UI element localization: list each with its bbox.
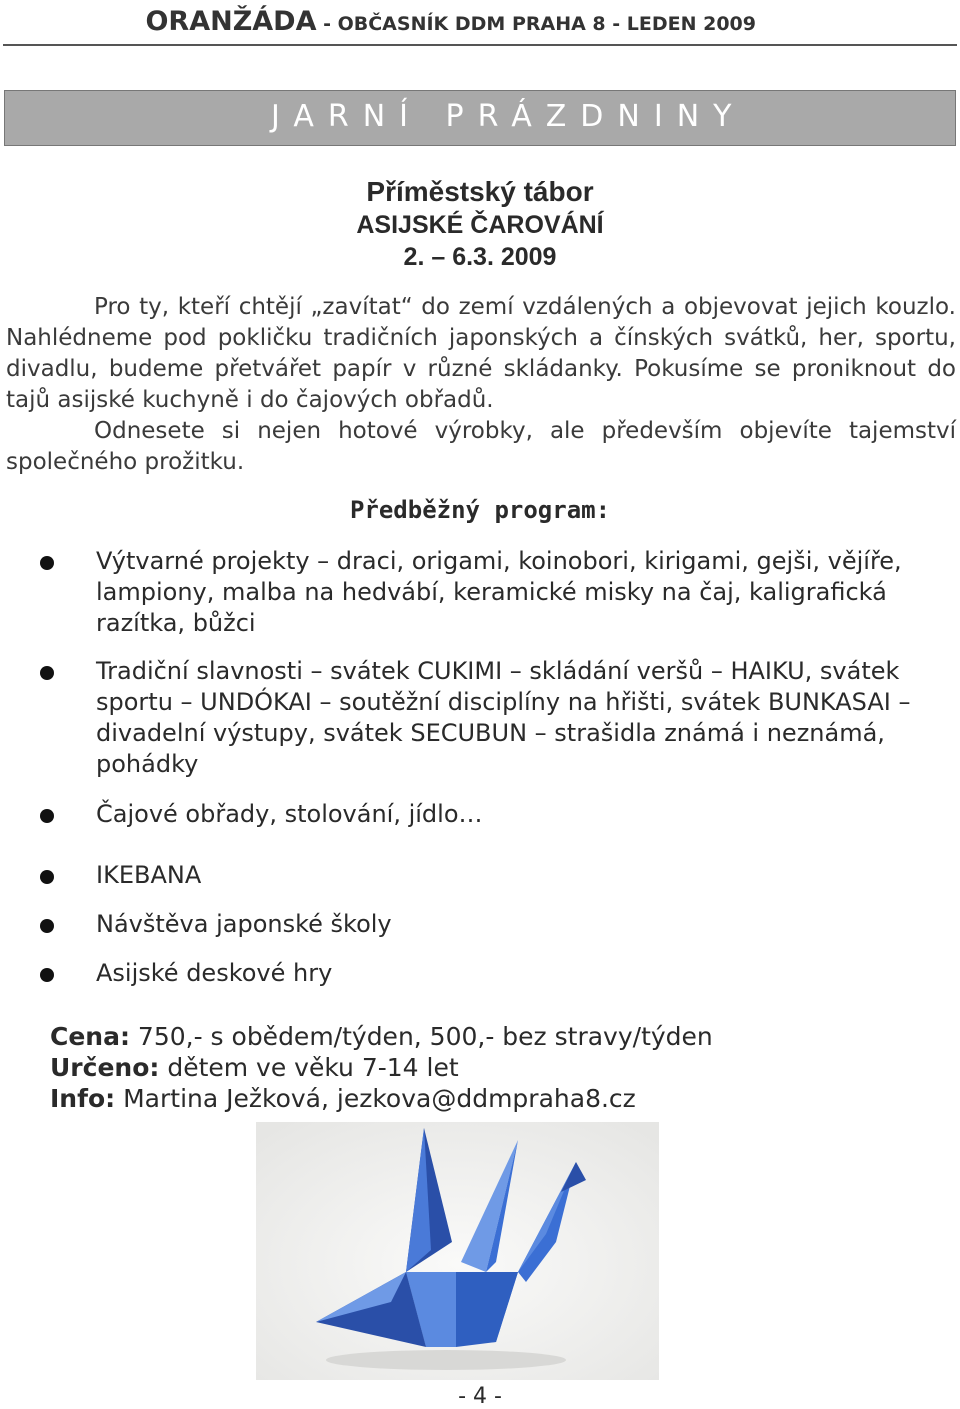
info-row (50, 1083, 713, 1114)
price-row (50, 1021, 713, 1052)
event-dates: 2. – 6.3. 2009 (403, 243, 557, 271)
program-heading: Předběžný program: (349, 496, 611, 524)
intro-paragraph-2: Odnesete si nejen hotové výrobky, ale především objevíte tajemství společného prožitku. (6, 418, 956, 475)
list-item-text: Čajové obřady, stolování, jídlo… (96, 800, 483, 828)
list-item (96, 860, 958, 891)
list-item (96, 546, 958, 639)
newsletter-issue: - OBČASNÍK DDM PRAHA 8 - LEDEN 2009 (316, 13, 756, 35)
list-item (96, 799, 958, 830)
list-item (96, 958, 958, 989)
price-value: 750,- s obědem/týden, 500,- bez stravy/týden (129, 1022, 713, 1051)
bullet-icon (40, 809, 54, 823)
price-label: Cena: (50, 1022, 130, 1051)
list-item (96, 656, 958, 780)
event-facts (50, 1021, 713, 1114)
list-item-text: IKEBANA (96, 861, 202, 889)
info-value: Martina Ježková, jezkova@ddmpraha8.cz (115, 1084, 636, 1113)
origami-crane-icon (256, 1122, 659, 1380)
bullet-icon (40, 870, 54, 884)
page-number: - 4 - (458, 1384, 502, 1409)
target-value: dětem ve věku 7-14 let (159, 1053, 459, 1082)
section-title: JARNÍ PRÁZDNINY (271, 99, 746, 134)
target-row (50, 1052, 713, 1083)
intro-paragraph-1: Pro ty, kteří chtějí „zavítat“ do zemí vzdálených a objevovat jejich kouzlo. Nahlédneme pod pokličku tradičních japonských a čínských svátků, her, sportu, divadlu, budeme přetvářet papír v různé skládanky. Pokusíme se proniknout do tajů asijské kuchyně i do čajových obřadů. (6, 294, 956, 413)
target-label: Určeno: (50, 1053, 160, 1082)
list-item-text: Návštěva japonské školy (96, 910, 392, 938)
origami-crane-photo (256, 1122, 659, 1380)
event-name: ASIJSKÉ ČAROVÁNÍ (356, 211, 604, 239)
list-item (96, 909, 958, 940)
list-item-text: Výtvarné projekty – draci, origami, koinobori, kirigami, gejši, vějíře, lampiony, malba na hedvábí, keramické misky na čaj, kaligrafická razítka, bůžci (96, 547, 902, 637)
list-item-text: Asijské deskové hry (96, 959, 333, 987)
list-item-text: Tradiční slavnosti – svátek CUKIMI – skládání veršů – HAIKU, svátek sportu – UNDÓKAI – soutěžní disciplíny na hřišti, svátek BUNKASAI – divadelní výstupy, svátek SECUBUN – strašidla známá i neznámá, pohádky (96, 657, 911, 778)
bullet-icon (40, 556, 54, 570)
bullet-icon (40, 968, 54, 982)
bullet-icon (40, 919, 54, 933)
info-label: Info: (50, 1084, 116, 1113)
event-type: Příměstský tábor (366, 176, 594, 207)
newsletter-brand: ORANŽÁDA (145, 6, 317, 37)
bullet-icon (40, 666, 54, 680)
